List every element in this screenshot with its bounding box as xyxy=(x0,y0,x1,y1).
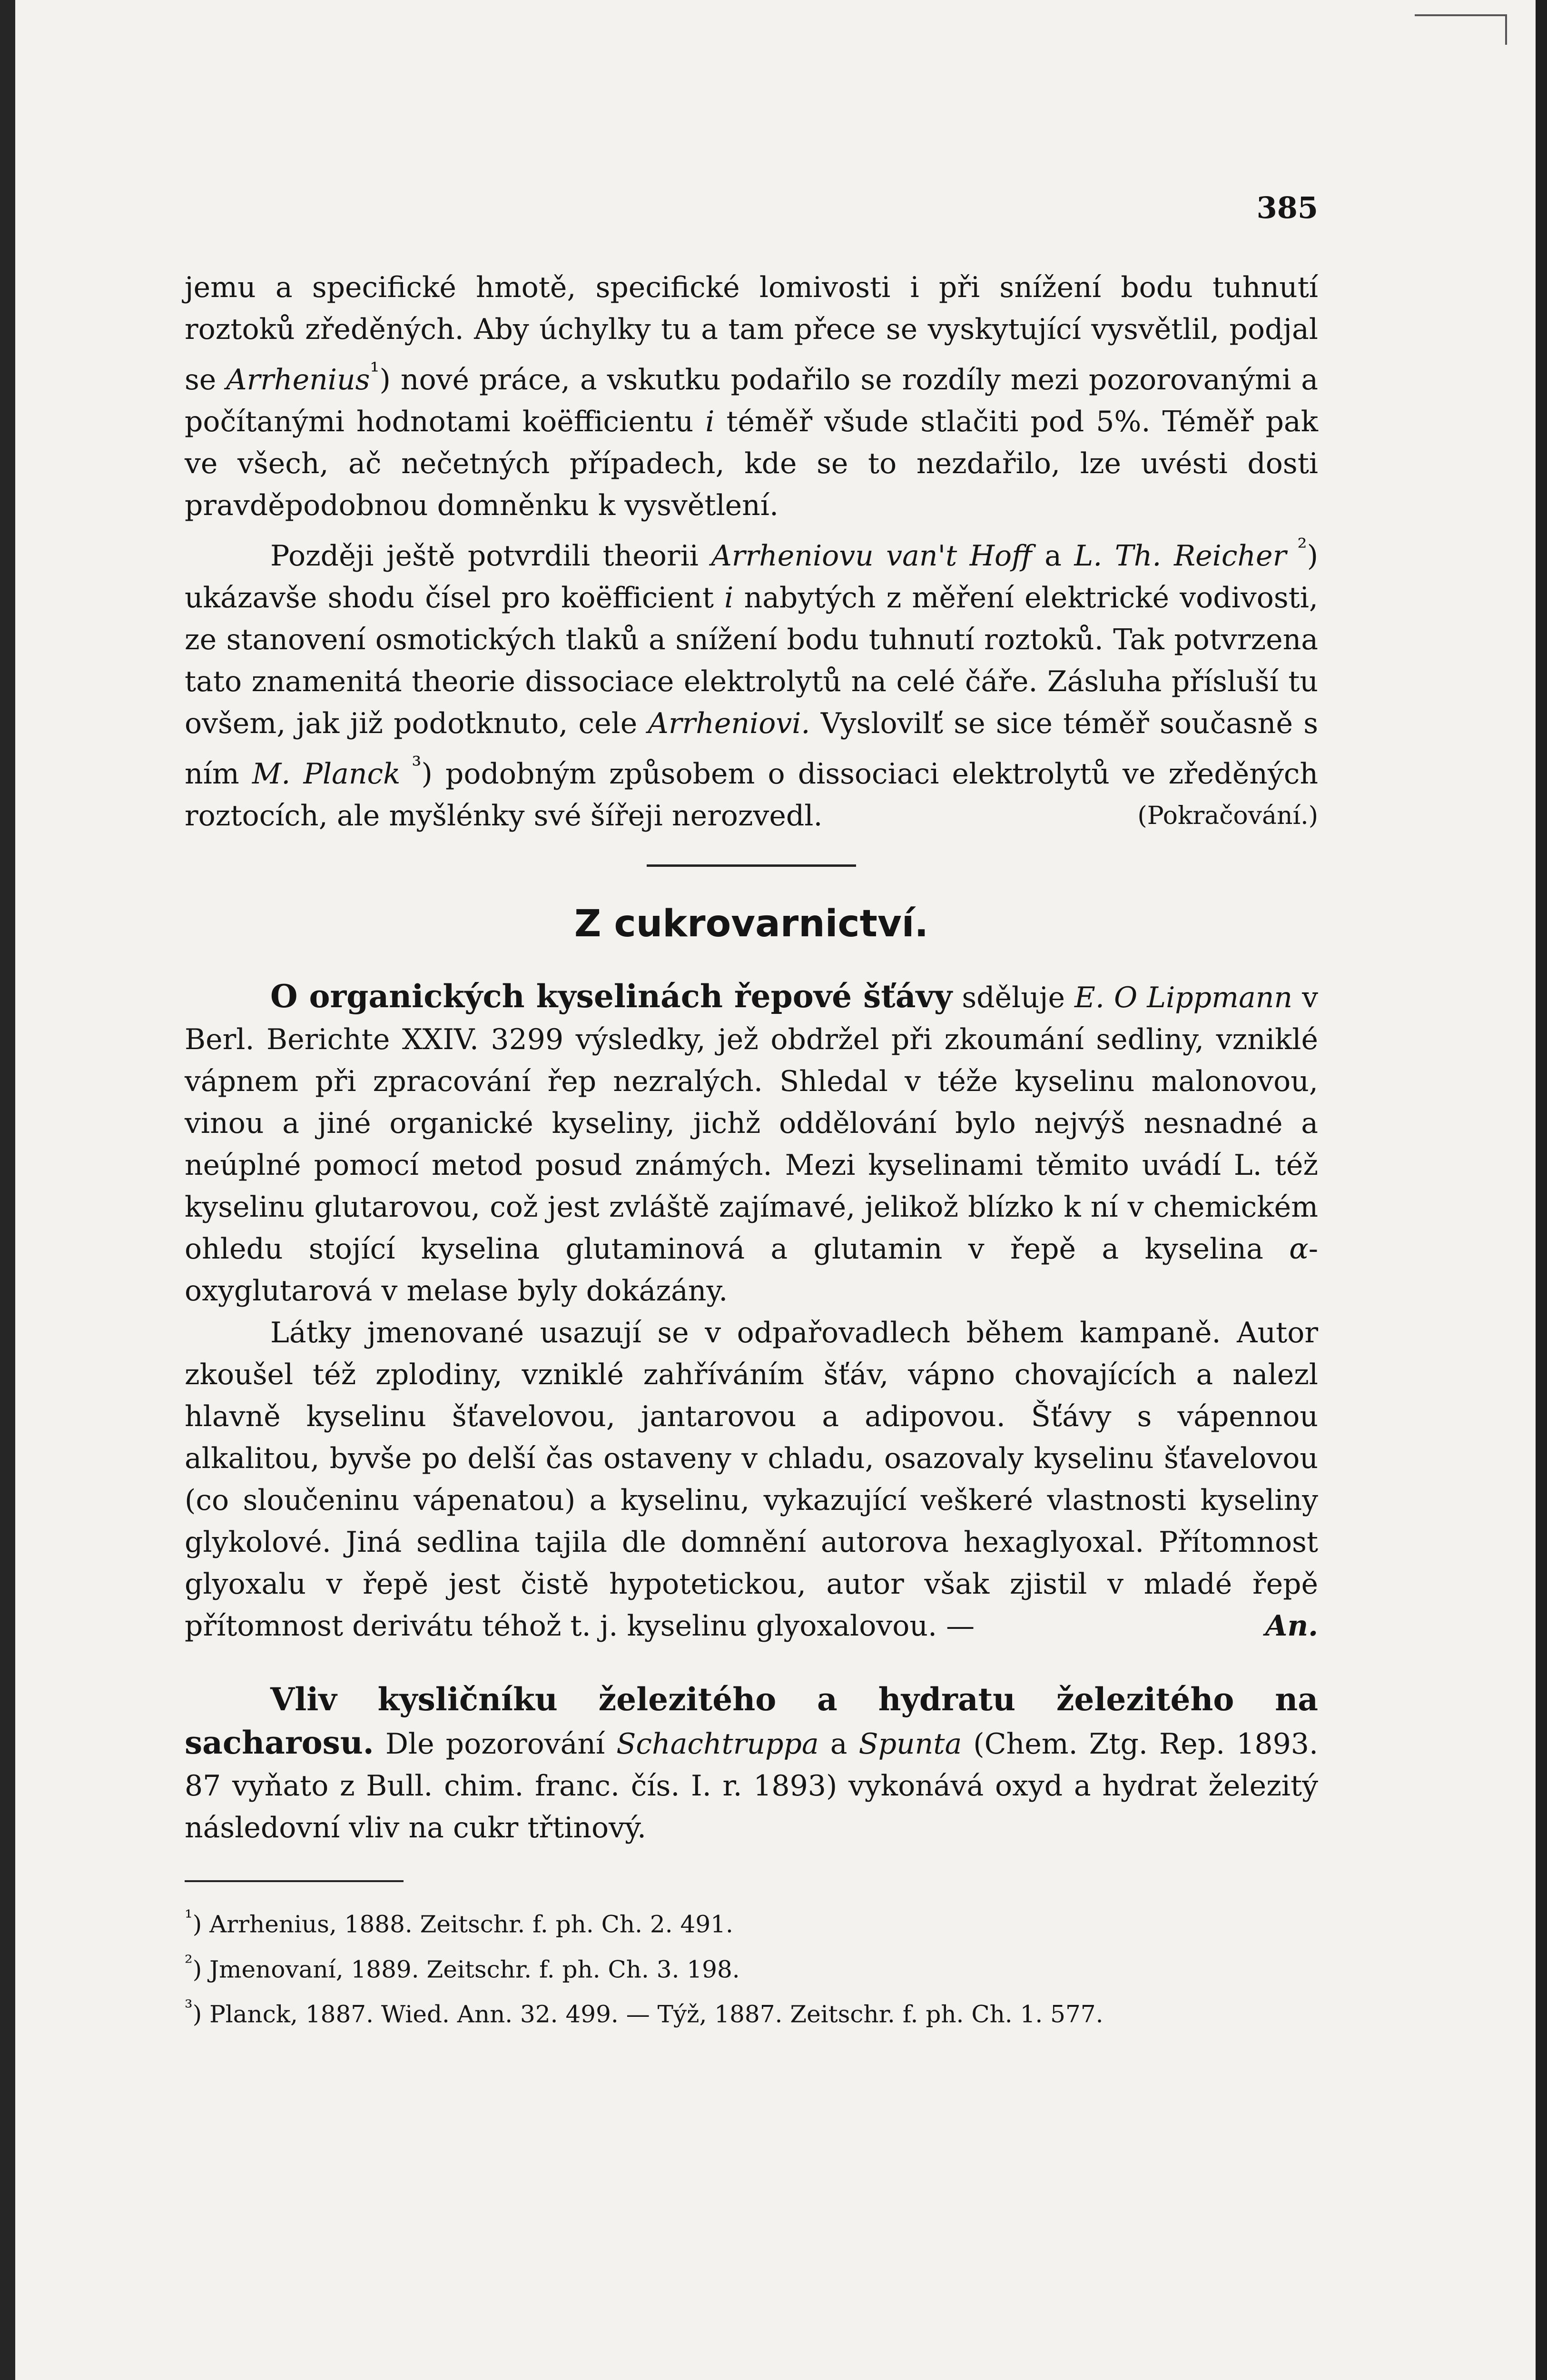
corner-mark xyxy=(1415,14,1507,45)
article-2-lead: Vliv kysličníku železitého a hydratu železitého na sacharosu. xyxy=(185,1681,1318,1761)
section-divider xyxy=(647,864,856,867)
book-page xyxy=(15,0,1536,2380)
paragraph-2: Později ještě potvrdili theorii Arrheniovu van't Hoff a L. Th. Reicher $^{^2}$) ukázavše shodu čísel pro koëfficient i nabytých z měření elektrické vodivosti, ze stanovení osmotických tlaků a snížení bodu tuhnutí roztoků. Tak potvrzena tato znamenitá theorie dissociace elektrolytů na celé čáře. Zásluha přísluší tu ovšem, jak již podotknuto, cele Arrheniovi. Vyslovilť se sice téměř současně s ním M. Planck $^{^3}$) podobným způsobem o dissociaci elektrolytů ve zředěných roztocích, ale myšlénky své šířeji nerozvedl. xyxy=(185,534,1319,833)
page-number: 385 xyxy=(1256,190,1318,225)
section-title: Z cukrovarnictví. xyxy=(574,902,929,945)
article-1-lead: O organických kyselinách řepové šťávy xyxy=(270,978,953,1015)
footnote-3: $^{^3}$) Planck, 1887. Wied. Ann. 32. 499. — Týž, 1887. Zeitschr. f. ph. Ch. 1. 577. xyxy=(185,1995,1104,2028)
article-2-paragraph: Vliv kysličníku železitého a hydratu železitého na sacharosu. Dle pozorování Schachtruppa a Spunta (Chem. Ztg. Rep. 1893. 87 vyňato z Bull. chim. franc. čís. I. r. 1893) vykonává oxyd a hydrat železitý následovní vliv na cukr třtinový. xyxy=(185,1681,1319,1844)
footnote-divider xyxy=(185,1880,404,1882)
continued-label: (Pokračování.) xyxy=(1137,802,1318,830)
page-content xyxy=(185,267,1318,2033)
article-gap xyxy=(185,1647,1318,1678)
scan-left-edge xyxy=(0,0,15,2380)
article-1-paragraph-2: Látky jmenované usazují se v odpařovadlech během kampaně. Autor zkoušel též zplodiny, vzniklé zahříváním šťáv, vápno chovajících a nalezl hlavně kyselinu šťavelovou, jantarovou a adipovou. Šťávy s vápennou alkalitou, byvše po delší čas ostaveny v chladu, osazovaly kyselinu šťavelovou (co sloučeninu vápenatou) a kyselinu, vykazující veškeré vlastnosti kyseliny glykolové. Jiná sedlina tajila dle domnění autorova hexaglyoxal. Přítomnost glyoxalu v řepě jest čistě hypotetickou, autor však zjistil v mladé řepě přítomnost derivátu téhož t. j. kyselinu glyoxalovou. — An. xyxy=(185,1312,1318,1647)
article-1-signature: An. xyxy=(1265,1609,1318,1643)
paragraph-1: jemu a specifické hmotě, specifické lomivosti i při snížení bodu tuhnutí roztoků zředěných. Aby úchylky tu a tam přece se vyskytující vysvětlil, podjal se Arrhenius$^{^1}$) nové práce, a vskutku podařilo se rozdíly mezi pozorovanými a počítanými hodnotami koëfficientu i téměř všude stlačiti pod 5%. Téměř pak ve všech, ač nečetných případech, kde se to nezdařilo, lze uvésti dosti pravděpodobnou domněnku k vysvětlení. xyxy=(185,271,1319,522)
footnote-1: $^{^1}$) Arrhenius, 1888. Zeitschr. f. ph. Ch. 2. 491. xyxy=(185,1905,733,1938)
article-1-paragraph-1: O organických kyselinách řepové šťávy sděluje E. O Lippmann v Berl. Berichte XXIV. 3299 výsledky, jež obdržel při zkoumání sedliny, vzniklé vápnem při zpracování řep nezralých. Shledal v téže kyselinu malonovou, vinou a jiné organické kyseliny, jichž oddělování bylo nejvýš nesnadné a neúplné pomocí metod posud známých. Mezi kyselinami těmito uvádí L. též kyselinu glutarovou, což jest zvláště zajímavé, jelikož blízko k ní v chemickém ohledu stojící kyselina glutaminová a glutamin v řepě a kyselina α-oxyglutarová v melase byly dokázány. xyxy=(185,978,1319,1308)
footnote-2: $^{^2}$) Jmenovaní, 1889. Zeitschr. f. ph. Ch. 3. 198. xyxy=(185,1950,740,1983)
